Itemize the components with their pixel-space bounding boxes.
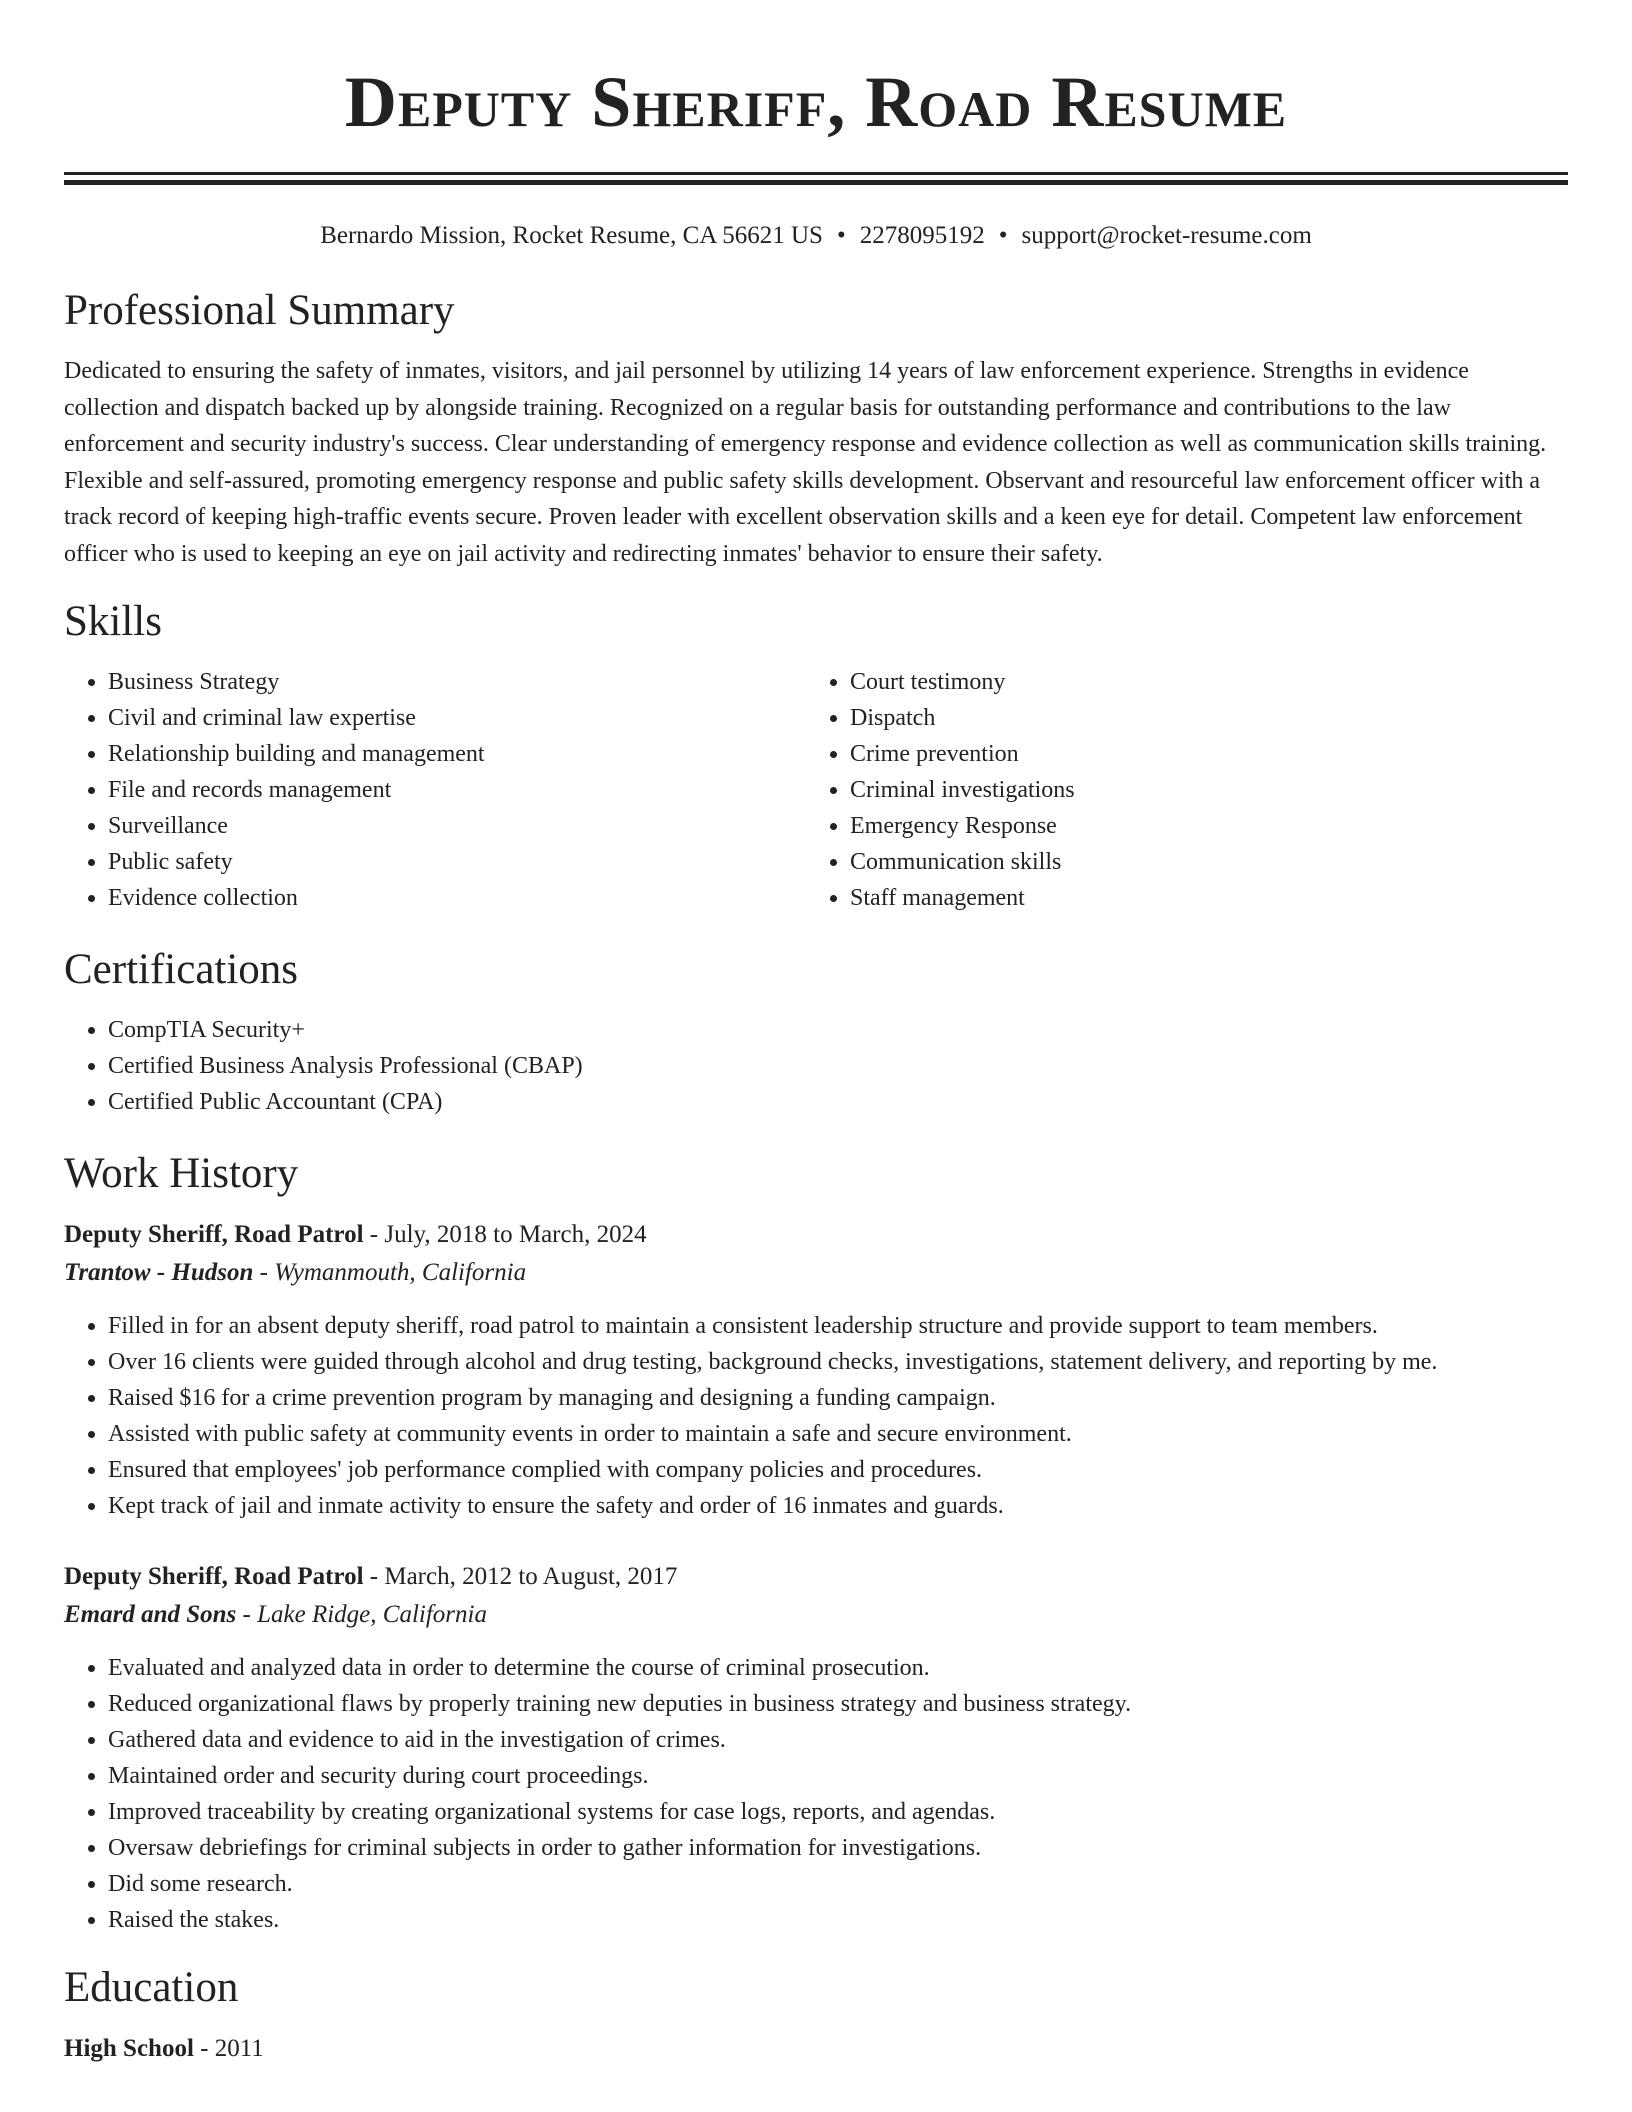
skill-item: • Relationship building and management bbox=[108, 736, 806, 772]
skill-item: • Communication skills bbox=[850, 844, 1548, 880]
contact-email: support@rocket-resume.com bbox=[1021, 222, 1312, 249]
job-title: Deputy Sheriff, Road Patrol bbox=[64, 1563, 364, 1590]
skills-column-left bbox=[64, 664, 806, 916]
title-divider-bottom bbox=[64, 180, 1568, 185]
certifications-list bbox=[64, 1012, 1568, 1120]
job-company: Trantow - Hudson bbox=[64, 1259, 254, 1286]
job-header bbox=[64, 1558, 1568, 1596]
skills-list-right bbox=[806, 664, 1548, 916]
job-duty-item: • Evaluated and analyzed data in order to determine the course of criminal prosecution. bbox=[108, 1650, 1568, 1686]
job-duty-item: • Gathered data and evidence to aid in the investigation of crimes. bbox=[108, 1722, 1568, 1758]
skill-item: • Business Strategy bbox=[108, 664, 806, 700]
education-year: - 2011 bbox=[193, 2035, 264, 2062]
contact-address: Bernardo Mission, Rocket Resume, CA 56621 US bbox=[320, 222, 823, 249]
work-history-section bbox=[64, 1146, 1568, 1938]
job-employer bbox=[64, 1254, 1568, 1292]
skills-section bbox=[64, 594, 1568, 916]
job-employer bbox=[64, 1596, 1568, 1634]
job-duty-item: • Assisted with public safety at community events in order to maintain a safe and secure environment. bbox=[108, 1416, 1568, 1452]
job-duty-item: • Did some research. bbox=[108, 1866, 1568, 1902]
job-entry bbox=[64, 1558, 1568, 1938]
certification-item: • CompTIA Security+ bbox=[108, 1012, 1568, 1048]
job-duty-item: • Ensured that employees' job performance complied with company policies and procedures. bbox=[108, 1452, 1568, 1488]
job-title: Deputy Sheriff, Road Patrol bbox=[64, 1221, 364, 1248]
job-company: Emard and Sons bbox=[64, 1601, 237, 1628]
job-duty-item: • Kept track of jail and inmate activity to ensure the safety and order of 16 inmates and guards. bbox=[108, 1488, 1568, 1524]
job-duty-item: • Raised the stakes. bbox=[108, 1902, 1568, 1938]
job-location: - Lake Ridge, California bbox=[236, 1601, 487, 1628]
skills-grid bbox=[64, 664, 1568, 916]
summary-text: Dedicated to ensuring the safety of inmates, visitors, and jail personnel by utilizing 14 years of law enforcement experience. Strengths in evidence collection and dispatch backed up by alongside training. Recognized on a regular basis for outstanding performance and contributions to the law enforcement and security industry's success. Clear understanding of emergency response and evidence collection as well as communication skills training. Flexible and self-assured, promoting emergency response and public safety skills development. Observant and resourceful law enforcement officer with a track record of keeping high-traffic events secure. Proven leader with excellent observation skills and a keen eye for detail. Competent law enforcement officer who is used to keeping an eye on jail activity and redirecting inmates' behavior to ensure their safety. bbox=[64, 358, 1547, 567]
education-degree: High School bbox=[64, 2035, 194, 2062]
contact-line bbox=[64, 219, 1568, 253]
job-dates: - March, 2012 to August, 2017 bbox=[363, 1563, 678, 1590]
certification-item: • Certified Business Analysis Professional (CBAP) bbox=[108, 1048, 1568, 1084]
job-duty-item: • Reduced organizational flaws by properly training new deputies in business strategy and business strategy. bbox=[108, 1686, 1568, 1722]
certifications-heading: Certifications bbox=[64, 946, 299, 993]
job-duty-item: • Raised $16 for a crime prevention program by managing and designing a funding campaign. bbox=[108, 1380, 1568, 1416]
job-duty-item: • Improved traceability by creating organizational systems for case logs, reports, and agendas. bbox=[108, 1794, 1568, 1830]
job-entry bbox=[64, 1216, 1568, 1524]
skills-heading: Skills bbox=[64, 598, 162, 645]
skills-list-left bbox=[64, 664, 806, 916]
work-history-heading: Work History bbox=[64, 1150, 299, 1197]
skill-item: • Criminal investigations bbox=[850, 772, 1548, 808]
contact-phone: 2278095192 bbox=[859, 222, 985, 249]
certifications-section bbox=[64, 942, 1568, 1120]
contact-separator: • bbox=[836, 222, 846, 249]
skills-column-right bbox=[806, 664, 1548, 916]
job-dates: - July, 2018 to March, 2024 bbox=[363, 1221, 647, 1248]
skill-item: • Civil and criminal law expertise bbox=[108, 700, 806, 736]
job-header bbox=[64, 1216, 1568, 1254]
job-duty-item: • Over 16 clients were guided through alcohol and drug testing, background checks, investigations, statement delivery, and reporting by me. bbox=[108, 1344, 1568, 1380]
job-location: - Wymanmouth, California bbox=[253, 1259, 527, 1286]
skill-item: • Evidence collection bbox=[108, 880, 806, 916]
job-duty-item: • Filled in for an absent deputy sheriff, road patrol to maintain a consistent leadership structure and provide support to team members. bbox=[108, 1308, 1568, 1344]
summary-section bbox=[64, 283, 1568, 572]
job-duties-list bbox=[64, 1308, 1568, 1524]
job-duties-list bbox=[64, 1650, 1568, 1938]
education-heading: Education bbox=[64, 1964, 239, 2011]
summary-heading: Professional Summary bbox=[64, 287, 455, 334]
skill-item: • Surveillance bbox=[108, 808, 806, 844]
skill-item: • Crime prevention bbox=[850, 736, 1548, 772]
contact-separator: • bbox=[998, 222, 1008, 249]
job-duty-item: • Oversaw debriefings for criminal subjects in order to gather information for investigations. bbox=[108, 1830, 1568, 1866]
skill-item: • File and records management bbox=[108, 772, 806, 808]
resume-title: Deputy Sheriff, Road Resume bbox=[344, 62, 1288, 142]
skill-item: • Court testimony bbox=[850, 664, 1548, 700]
skill-item: • Staff management bbox=[850, 880, 1548, 916]
education-section bbox=[64, 1960, 1568, 2068]
skill-item: • Public safety bbox=[108, 844, 806, 880]
skill-item: • Emergency Response bbox=[850, 808, 1548, 844]
title-divider-top bbox=[64, 172, 1568, 175]
certification-item: • Certified Public Accountant (CPA) bbox=[108, 1084, 1568, 1120]
education-item bbox=[64, 2030, 1568, 2068]
skill-item: • Dispatch bbox=[850, 700, 1548, 736]
job-duty-item: • Maintained order and security during court proceedings. bbox=[108, 1758, 1568, 1794]
